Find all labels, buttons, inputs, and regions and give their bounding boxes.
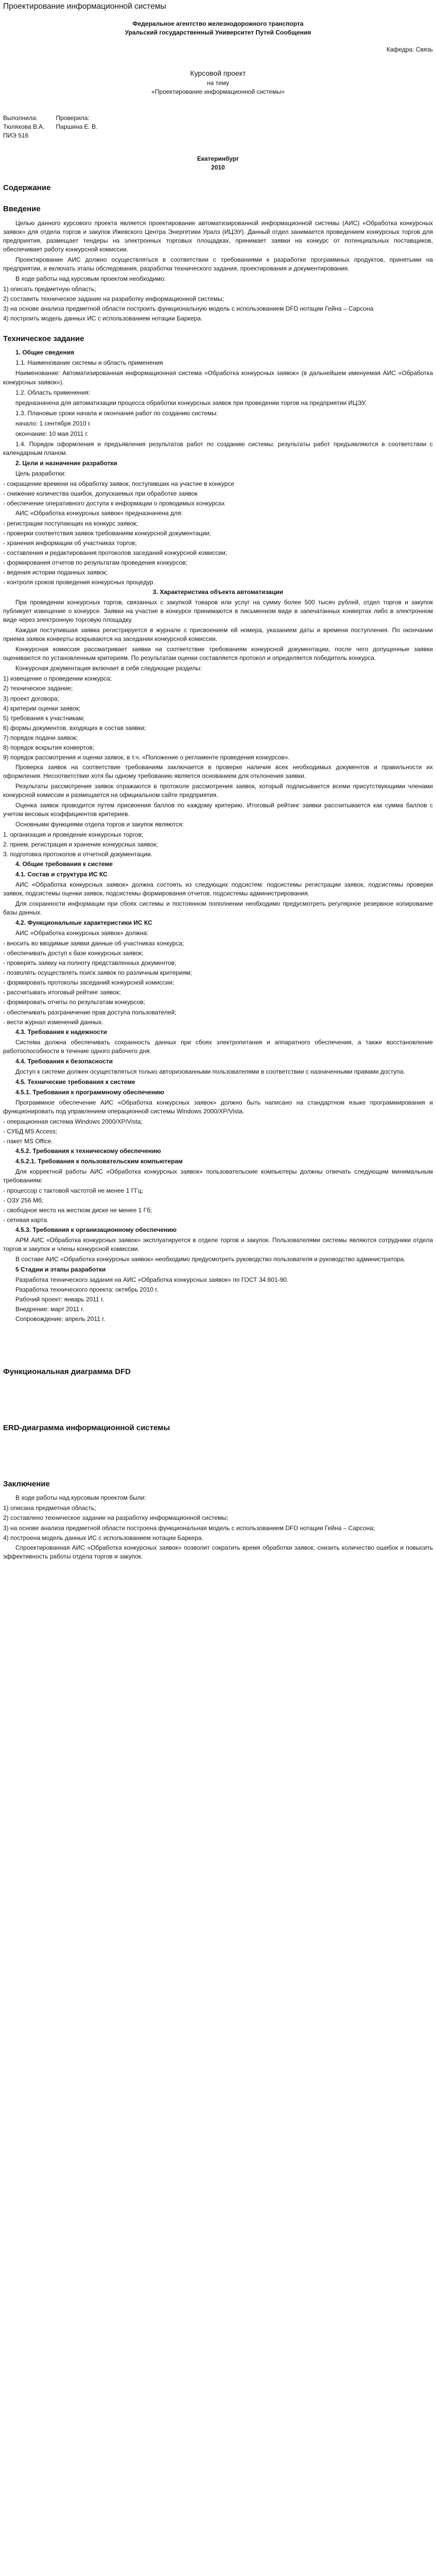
city: Екатеринбург xyxy=(197,155,239,163)
list-item: - сетевая карта. xyxy=(3,1216,49,1224)
intro-task-list xyxy=(3,285,433,323)
paragraph: В ходе работы над курсовым проектом были: xyxy=(15,1494,146,1502)
subsection-title: 4.5.3. Требования к организационному обеспечению xyxy=(15,1226,177,1234)
purpose-list xyxy=(3,519,433,587)
list-item: 9) порядок рассмотрения и оценки заявок, в т.ч. «Положение о регламенте проведения конкурсов». xyxy=(3,753,290,761)
list-item: - регистрации поступающих на конкурс заявок; xyxy=(3,519,138,527)
list-item: 3. подготовка протоколов и отчетной документации. xyxy=(3,851,153,858)
paragraph: АРМ АИС «Обработка конкурсных заявок» эксплуатируется в отделе торгов и закупок. Пользователями системы являются сотрудники отдела торгов и закупок и члены конкурсной комиссии. xyxy=(3,1236,433,1253)
list-item: - операционная система Windows 2000/XP/Vista; xyxy=(3,1117,143,1125)
paragraph: начало: 1 сентября 2010 г. xyxy=(15,419,92,427)
agency-name: Федеральное агентство железнодорожного транспорта xyxy=(132,20,304,27)
intro-heading: Введение xyxy=(3,205,41,214)
list-item: - проверять заявку на полноту представленных документов; xyxy=(3,959,177,967)
list-item: 8) порядок вскрытия конвертов; xyxy=(3,743,95,751)
paragraph: Спроектированная АИС «Обработка конкурсных заявок» позволит сократить время обработки заявок, снизить количество ошибок и повысить эффективность работы отдела торгов и закупок. xyxy=(3,1544,433,1560)
paragraph: Для корректной работы АИС «Обработка конкурсных заявок» пользовательские компьютеры должны отвечать следующим минимальным требованиям: xyxy=(3,1168,433,1184)
list-item: 4) критерии оценки заявок; xyxy=(3,704,81,712)
paragraph: Каждая поступившая заявка регистрируется в журнале с присвоением ей номера, указанием даты и времени поступления. По окончании приема заявок конверты вскрываются на заседании конкурсной комиссии. xyxy=(3,626,433,643)
list-item: - проверки соответствия заявок требованиям конкурсной документации; xyxy=(3,529,211,537)
list-item: 6) формы документов, входящих в состав заявки; xyxy=(3,724,146,732)
paragraph: В составе АИС «Обработка конкурсных заявок» необходимо предусмотреть руководство пользователя и руководство администратора. xyxy=(15,1256,406,1263)
paragraph: АИС «Обработка конкурсных заявок» должна: xyxy=(15,929,149,937)
list-item: 1. организация и проведение конкурсных торгов; xyxy=(3,831,144,838)
subsection-title: 4.5.2.1. Требования к пользовательским компьютерам xyxy=(15,1157,183,1165)
list-item: Рабочий проект: январь 2011 г. xyxy=(15,1296,104,1303)
list-item: Сопровождение: апрель 2011 г. xyxy=(15,1315,106,1323)
subsection-title: 4.5.1. Требования к программному обеспечению xyxy=(15,1088,164,1096)
list-item: - формирования отчетов по результатам проведения конкурсов; xyxy=(3,559,187,567)
list-item: - обеспечение оперативного доступа к информации о проводимых конкурсах xyxy=(3,499,225,507)
list-item: - процессор с тактовой частотой не менее 1 ГГц; xyxy=(3,1187,143,1195)
subsection-title: 4.3. Требования к надежности xyxy=(15,1028,107,1036)
subsection-title: 4.2. Функциональные характеристики ИС КС xyxy=(15,919,152,927)
department-name: Кафедра: Связь xyxy=(386,46,433,54)
paragraph: Конкурсная комиссия рассматривает заявки на соответствие требованиям конкурсной документации, после чего допущенные заявки оцениваются по установленным критериям. По результатам оценки составляется протокол и определяется победитель конкурса. xyxy=(3,646,433,662)
section-title: 2. Цели и назначение разработки xyxy=(15,459,117,467)
document-page xyxy=(0,1,436,1561)
topic-prefix: на тему xyxy=(206,79,230,87)
subsection-title: 1.3. Плановые сроки начала и окончания работ по созданию системы: xyxy=(15,409,218,417)
list-item: - свободное место на жестком диске не менее 1 Гб; xyxy=(3,1207,152,1214)
subsection-title: 4.5. Технические требования к системе xyxy=(15,1078,135,1086)
section-title: 3. Характеристика объекта автоматизации xyxy=(152,588,284,596)
section-title: 1. Общие сведения xyxy=(15,349,75,357)
paragraph: Цель разработки: xyxy=(15,469,66,477)
list-item: 3) на основе анализа предметной области построена функциональная модель с использованием DFD нотации Гейна – Сарсона; xyxy=(3,1524,375,1532)
paragraph: Для сохранности информации при сбоях системы и постоянном пополнении необходимо предусмотреть регулярное резервное копирование базы данных. xyxy=(3,900,433,917)
subsection-title: 1.1. Наименование системы и область применения xyxy=(15,359,163,367)
dfd-heading: Функциональная диаграмма DFD xyxy=(3,1367,131,1376)
work-type: Курсовой проект xyxy=(190,69,246,78)
document-title: Проектирование информационной системы xyxy=(3,2,166,11)
software-list xyxy=(3,1117,433,1146)
conclusion-list xyxy=(3,1504,433,1542)
intro-paragraph: В ходе работы над курсовым проектом необходимо: xyxy=(15,275,166,282)
paragraph: Конкурсная документация включает в себя следующие разделы: xyxy=(15,665,202,672)
list-item: - обеспечивать доступ к базе конкурсных заявок; xyxy=(3,950,144,957)
tz-heading: Техническое задание xyxy=(3,334,84,344)
list-item: - ведения истории поданных заявок; xyxy=(3,569,108,577)
paragraph: При проведении конкурсных торгов, связанных с закупкой товаров или услуг на сумму более 500 тысяч рублей, отдел торгов и закупок публикует извещение о конкурсе. Заявки на участие в конкурсе принимаются в письменном виде в запечатанных конвертах либо в электронном виде через электронную торговую площадку. xyxy=(3,599,433,624)
docs-list xyxy=(3,674,433,761)
list-item: 4) построена модель данных ИС с использованием нотации Баркера. xyxy=(3,1534,203,1541)
intro-paragraph: Проектирование АИС должно осуществляться в соответствии с требованиями к разработке программных продуктов, принятыми на предприятии, и включать этапы обследования, разработки технического задания, проектирования и документирования. xyxy=(3,256,433,272)
paragraph: Проверка заявок на соответствие требованиям заключается в проверке наличия всех необходимых документов и правильности их оформления. Несоответствие хотя бы одному требованию является основанием для отклонения заявки. xyxy=(3,763,433,779)
list-item: 2) составить техническое задание на разработку информационной системы; xyxy=(3,295,224,303)
section-title: 4. Общие требования к системе xyxy=(15,860,113,868)
list-item: - обеспечивать разграничение прав доступа пользователей; xyxy=(3,1008,177,1016)
subsection-title: 4.4. Требования к безопасности xyxy=(15,1057,113,1065)
paragraph: АИС «Обработка конкурсных заявок» предназначена для: xyxy=(15,509,183,517)
erd-heading: ERD-диаграмма информационной системы xyxy=(3,1423,170,1432)
conclusion-heading: Заключение xyxy=(3,1480,50,1489)
subsection-title: 1.2. Область применения: xyxy=(15,388,91,396)
performed-label: Выполнила: xyxy=(3,114,38,122)
paragraph: 1.4. Порядок оформления и предъявления результатов работ по созданию системы: результаты работ предъявляются в соответствии с календарным планом. xyxy=(3,440,433,456)
list-item: 1) описана предметная область; xyxy=(3,1504,96,1512)
student-name: Тюляхова В.А. xyxy=(3,123,45,131)
list-item: 2. прием, регистрация и хранение конкурсных заявок; xyxy=(3,840,158,848)
paragraph: АИС «Обработка конкурсных заявок» должна состоять из следующих подсистем: подсистемы регистрации заявок, подсистемы проверки заявок, подсистемы оценки заявок, подсистемы формирования отчетов, подсистемы администрирования. xyxy=(3,881,433,897)
subsection-title: 4.1. Состав и структура ИС КС xyxy=(15,871,108,878)
list-item: 5) требования к участникам; xyxy=(3,714,85,722)
performed-column xyxy=(3,114,45,140)
teacher-name: Паршина Е. В. xyxy=(56,123,98,131)
list-item: - ОЗУ 256 Мб; xyxy=(3,1197,44,1205)
student-group: ПИЭ 516 xyxy=(3,132,29,140)
checked-label: Проверила: xyxy=(56,114,90,122)
paragraph: Система должна обеспечивать сохранность данных при сбоях электропитания и аппаратного обеспечения, а также восстановление работоспособности в течение одного рабочего дня. xyxy=(3,1038,433,1055)
list-item: - позволять осуществлять поиск заявок по различным критериям; xyxy=(3,969,192,977)
list-item: 2) техническое задание; xyxy=(3,685,73,692)
list-item: Разработка технического задания на АИС «Обработка конкурсных заявок» по ГОСТ 34.601-90. xyxy=(15,1276,289,1284)
list-item: Разработка технического проекта: октябрь 2010 г. xyxy=(15,1286,159,1294)
paragraph: окончание: 10 мая 2011 г. xyxy=(15,430,89,437)
section-title: 5 Стадии и этапы разработки xyxy=(15,1266,106,1274)
list-item: - пакет MS Office. xyxy=(3,1137,53,1145)
university-name: Уральский государственный Университет Путей Сообщения xyxy=(125,29,311,37)
list-item: 4) построить модель данных ИС с использованием нотации Баркера. xyxy=(3,315,203,323)
paragraph: Доступ к системе должен осуществляться только авторизованными пользователями в соответствии с назначенными правами доступа. xyxy=(15,1067,405,1075)
list-item: - рассчитывать итоговый рейтинг заявок; xyxy=(3,989,121,996)
goals-list xyxy=(3,480,433,508)
list-item: 1) извещение о проведении конкурса; xyxy=(3,675,112,683)
list-item: - СУБД MS Access; xyxy=(3,1127,58,1135)
list-item: - контроля сроков проведения конкурсных процедур. xyxy=(3,579,155,586)
checked-column xyxy=(56,114,98,140)
paragraph: Наименование: Автоматизированная информационная система «Обработка конкурсных заявок» (в дальнейшем именуемая АИС «Обработка конкурсных заявок»). xyxy=(3,369,433,386)
list-item: Внедрение: март 2011 г. xyxy=(15,1306,84,1313)
signers-block xyxy=(3,114,433,140)
list-item: - формировать отчеты по результатам конкурсов; xyxy=(3,998,145,1006)
list-item: - сокращение времени на обработку заявок, поступивших на участие в конкурсе xyxy=(3,480,235,487)
list-item: - хранения информации об участниках торгов; xyxy=(3,539,137,547)
func-reqs-list xyxy=(3,939,433,1026)
list-item: 2) составлено техническое задание на разработку информационной системы; xyxy=(3,1514,229,1522)
stages-list xyxy=(3,1276,433,1324)
hardware-list xyxy=(3,1187,433,1225)
list-item: - вести журнал изменений данных. xyxy=(3,1018,103,1026)
list-item: - формировать протоколы заседаний конкурсной комиссии; xyxy=(3,979,175,987)
paragraph: Результаты рассмотрения заявок отражаются в протоколе рассмотрения заявок, который подписывается всеми присутствующими членами конкурсной комиссии и размещается на официальном сайте предприятия. xyxy=(3,782,433,799)
work-topic: «Проектирование информационной системы» xyxy=(151,88,285,95)
paragraph: предназначена для автоматизации процесса обработки конкурсных заявок при проведении торгов на предприятии ИЦЭУ. xyxy=(15,399,367,406)
list-item: 3) проект договора; xyxy=(3,694,59,702)
list-item: 3) на основе анализа предметной области построить функциональную модель с использованием DFD нотации Гейна – Сарсона xyxy=(3,305,374,313)
list-item: - снижение количества ошибок, допускаемых при обработке заявок xyxy=(3,489,198,497)
title-page xyxy=(3,20,433,172)
paragraph: Программное обеспечение АИС «Обработка конкурсных заявок» должно быть написано на стандартном языке программирования и функционировать под управлением операционной системы Windows 2000/XP/Vista. xyxy=(3,1098,433,1115)
year: 2010 xyxy=(211,164,225,172)
list-item: - составления и редактирования протоколов заседаний конкурсной комиссии; xyxy=(3,549,228,557)
subsection-title: 4.5.2. Требования к техническому обеспечению xyxy=(15,1147,161,1155)
list-item: - вносить во вводимые заявки данные об участниках конкурса; xyxy=(3,940,184,947)
intro-paragraph: Целью данного курсового проекта является проектирование автоматизированной информационной системы (АИС) «Обработка конкурсных заявок» для отдела торгов и закупок Ижевского Центра Энергетики Уралэ (ИЦЭУ). Данный отдел занимается проведением конкурсных торгов для предприятия, размещает тендеры на электронных торговых площадках, принимает заявки на конкурс от потенциальных поставщиков, обеспечивает работу конкурсной комиссии. xyxy=(3,219,433,253)
paragraph: Основными функциями отдела торгов и закупок являются: xyxy=(15,820,184,828)
paragraph: Оценка заявок проводится путем присвоения баллов по каждому критерию. Итоговый рейтинг заявки рассчитывается как сумма баллов с учетом весовых коэффициентов критериев. xyxy=(3,801,433,818)
toc-heading: Содержание xyxy=(3,183,51,193)
list-item: 7) порядок подачи заявок; xyxy=(3,734,78,741)
list-item: 1) описать предметную область; xyxy=(3,285,96,293)
functions-list xyxy=(3,831,433,859)
